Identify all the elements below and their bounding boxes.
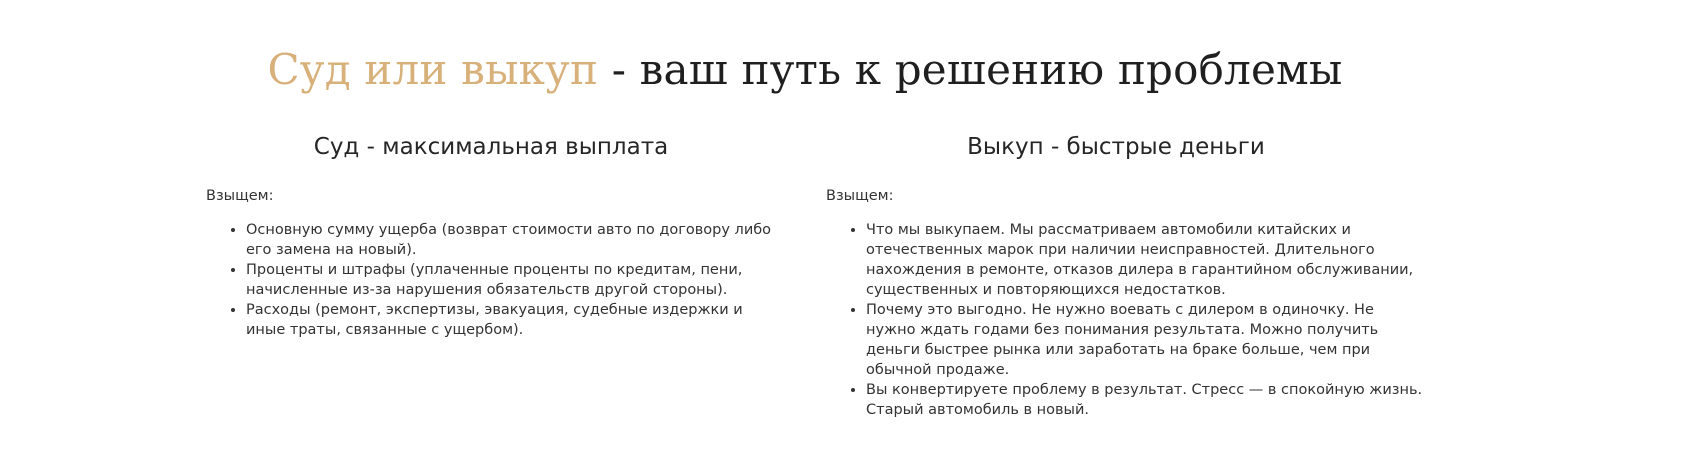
court-list bbox=[206, 220, 786, 340]
court-intro: Взыщем: bbox=[206, 188, 274, 204]
court-item-principal: • Основную сумму ущерба (возврат стоимости авто по договору либо его замена на новый). bbox=[246, 220, 786, 260]
court-title: Суд - максимальная выплата bbox=[313, 134, 669, 160]
page-title bbox=[0, 42, 1610, 98]
buyout-intro: Взыщем: bbox=[826, 188, 894, 204]
buyout-item-what: • Что мы выкупаем. Мы рассматриваем автомобили китайских и отечественных марок при наличии неисправностей. Длительного нахождения в ремонте, отказов дилера в гарантийном обслуживании, существенных и повторяющихся недостатков. bbox=[866, 220, 1426, 300]
buyout-section bbox=[826, 130, 1426, 420]
buyout-list bbox=[826, 220, 1426, 420]
court-section bbox=[206, 130, 786, 340]
buyout-item-why: • Почему это выгодно. Не нужно воевать с дилером в одиночку. Не нужно ждать годами без понимания результата. Можно получить деньги быстрее рынка или заработать на браке больше, чем при обычной продаже. bbox=[866, 300, 1426, 380]
page-title-rest: - ваш путь к решению проблемы bbox=[598, 45, 1343, 94]
page-title-accent: Суд или выкуп bbox=[267, 45, 599, 94]
buyout-item-result: • Вы конвертируете проблему в результат. Стресс — в спокойную жизнь. Старый автомобиль в новый. bbox=[866, 380, 1426, 420]
court-item-expenses: • Расходы (ремонт, экспертизы, эвакуация, судебные издержки и иные траты, связанные с ущербом). bbox=[246, 300, 786, 340]
court-item-interest: • Проценты и штрафы (уплаченные проценты по кредитам, пени, начисленные из-за нарушения обязательств другой стороны). bbox=[246, 260, 786, 300]
buyout-title: Выкуп - быстрые деньги bbox=[967, 134, 1265, 160]
